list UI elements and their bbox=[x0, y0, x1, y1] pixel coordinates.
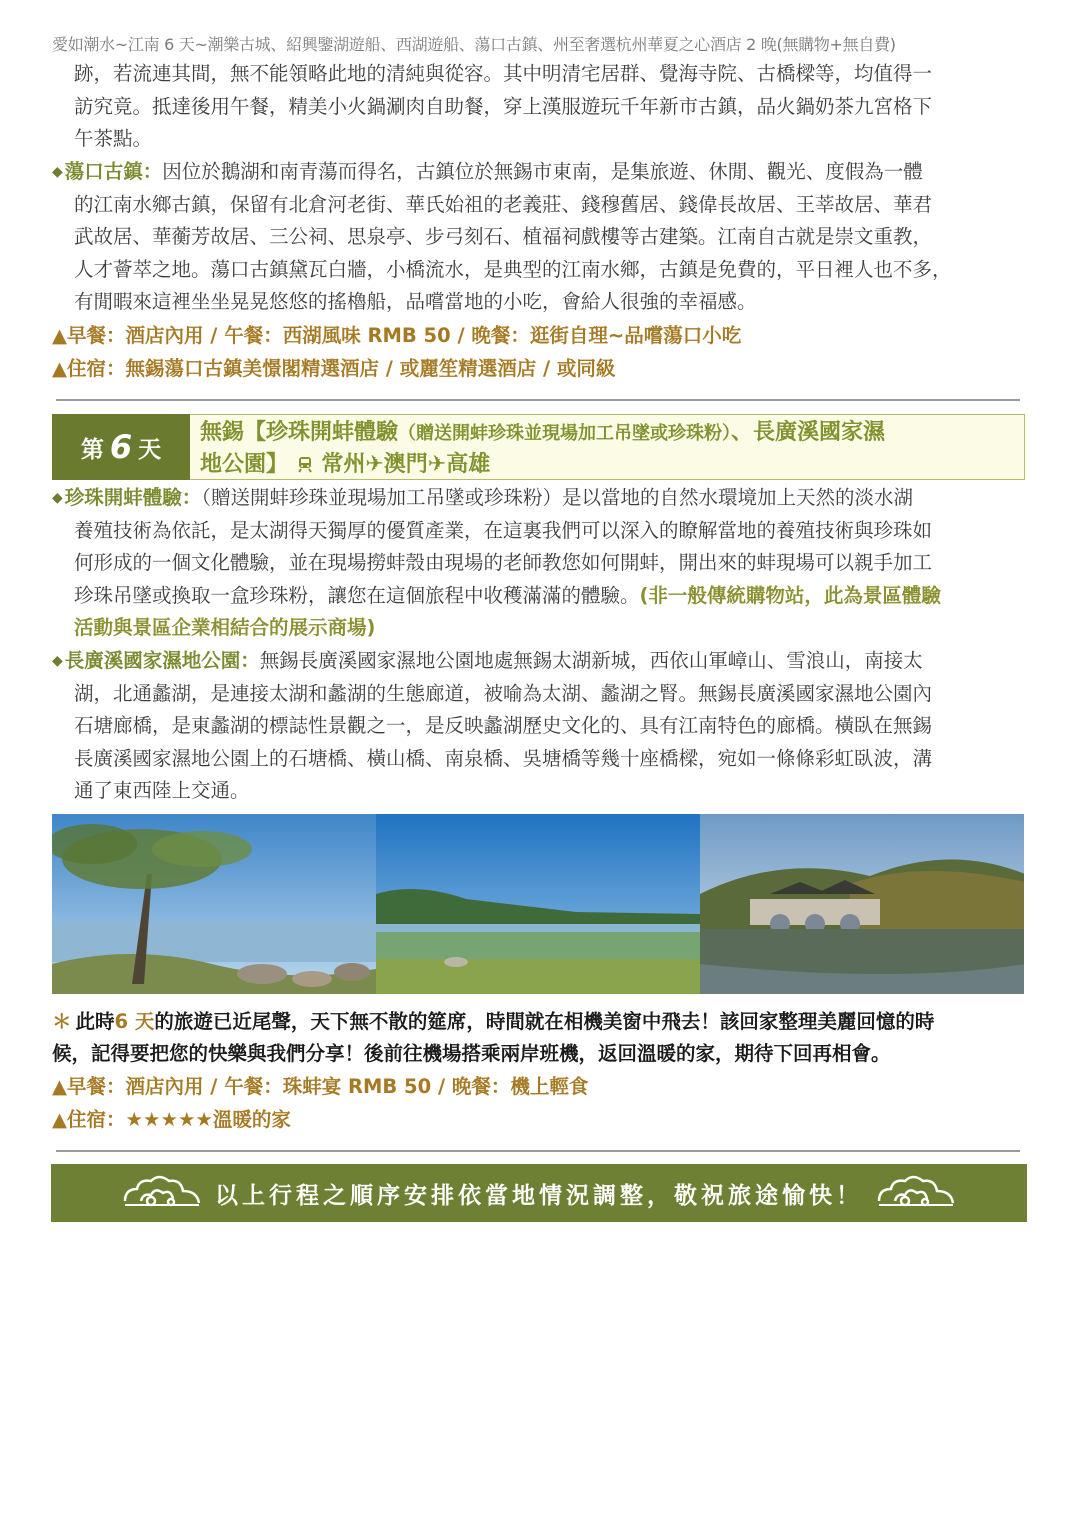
footer-text: 以上行程之順序安排依當地情況調整，敬祝旅途愉快！ bbox=[215, 1182, 863, 1209]
day-title-part: 、長廣溪國家濕 bbox=[731, 420, 886, 445]
photo-strip bbox=[52, 814, 1025, 994]
para-line: 通了東西陸上交通。 bbox=[74, 779, 250, 803]
para-line: 的江南水鄉古鎮，保留有北倉河老街、華氏始祖的老義莊、錢穆舊居、錢偉長故居、王莘故居、華君 bbox=[74, 192, 933, 216]
closing-text: 候，記得要把您的快樂與我們分享！後前往機場搭乘兩岸班機，返回溫暖的家，期待下回再相會。 bbox=[52, 1042, 891, 1065]
train-icon bbox=[296, 452, 322, 477]
hotel-info: ▲住宿：★★★★★溫暖的家 bbox=[52, 1108, 291, 1131]
closing-days: 6 天 bbox=[114, 1010, 155, 1033]
day-number: 6 bbox=[109, 428, 133, 466]
dangkou-section bbox=[52, 156, 1027, 319]
para-line: 跡，若流連其間，無不能領略此地的清純與從容。其中明清宅居群、覺海寺院、古橋樑等，均值得一 bbox=[74, 62, 933, 85]
closing-text: 此時 bbox=[75, 1010, 115, 1033]
wetland-lake-photo bbox=[376, 814, 700, 994]
diamond-bullet-icon: ◆ bbox=[52, 164, 63, 181]
pearl-note: 活動與景區企業相結合的展示商場) bbox=[74, 616, 376, 640]
divider bbox=[56, 1150, 1020, 1152]
closing-paragraph bbox=[52, 1006, 1027, 1070]
pearl-note: (非一般傳統購物站，此為景區體驗 bbox=[639, 583, 941, 607]
bridge-reflection-photo bbox=[700, 814, 1024, 994]
para-line: 訪究竟。抵達後用午餐，精美小火鍋涮肉自助餐，穿上漢服遊玩千年新市古鎮，品火鍋奶茶九宮格下 bbox=[74, 94, 933, 118]
changguang-section bbox=[52, 645, 1027, 808]
changguang-title: 長廣溪國家濕地公園： bbox=[64, 649, 260, 672]
para-line: 長廣溪國家濕地公園上的石塘橋、橫山橋、南泉橋、吳塘橋等幾十座橋樑，宛如一條條彩虹臥波，溝 bbox=[74, 746, 933, 770]
divider bbox=[56, 399, 1020, 401]
closing-text: 的旅遊已近尾聲，天下無不散的筵席，時間就在相機美窗中飛去！該回家整理美麗回憶的時 bbox=[154, 1010, 935, 1033]
asterisk-icon: ＊ bbox=[52, 1010, 72, 1033]
para-line: 人才薈萃之地。蕩口古鎮黛瓦白牆，小橋流水，是典型的江南水鄉，古鎮是免費的，平日裡人也不多， bbox=[74, 257, 952, 281]
day5-paragraph bbox=[52, 58, 1027, 156]
diamond-bullet-icon: ◆ bbox=[52, 490, 63, 507]
day-title-part: （贈送開蚌珍珠並現場加工吊墜或珍珠粉） bbox=[398, 423, 732, 444]
day-label bbox=[52, 414, 190, 480]
para-line: 湖，北通蠡湖，是連接太湖和蠡湖的生態廊道，被喻為太湖、蠡湖之腎。無錫長廣溪國家濕地公園內 bbox=[74, 681, 933, 705]
cloud-ornament-icon bbox=[875, 1171, 957, 1215]
para-line: 有閒暇來這裡坐坐晃晃悠悠的搖櫓船，品嚐當地的小吃，會給人很強的幸福感。 bbox=[74, 290, 757, 314]
footer-banner bbox=[51, 1164, 1027, 1222]
pearl-section bbox=[52, 482, 1027, 645]
diamond-bullet-icon: ◆ bbox=[52, 653, 63, 670]
day-title-part: 無錫【珍珠開蚌體驗 bbox=[200, 420, 399, 445]
para-line: 養殖技術為依託，是太湖得天獨厚的優質產業，在這裏我們可以深入的瞭解當地的養殖技術與珍珠如 bbox=[74, 518, 933, 542]
day-title-part: 地公園】 bbox=[200, 452, 289, 477]
para-line: 武故居、華蘅芳故居、三公祠、思泉亭、步弓刻石、植福祠戲樓等古建築。江南自古就是崇文重教， bbox=[74, 225, 933, 249]
hotel-info: ▲住宿：無錫蕩口古鎮美憬閣精選酒店 / 或麗笙精選酒店 / 或同級 bbox=[52, 357, 616, 380]
para-line: 何形成的一個文化體驗，並在現場撈蚌殼由現場的老師教您如何開蚌，開出來的蚌現場可以親手加工 bbox=[74, 551, 933, 575]
day-label-suffix: 天 bbox=[138, 436, 162, 463]
day-route: 常州✈澳門✈高雄 bbox=[321, 452, 491, 477]
day-title bbox=[190, 414, 1025, 480]
para-line: 石塘廊橋，是東蠡湖的標誌性景觀之一，是反映蠡湖歷史文化的、具有江南特色的廊橋。橫臥在無錫 bbox=[74, 714, 933, 738]
dangkou-title: 蕩口古鎮： bbox=[64, 160, 163, 183]
day-label-prefix: 第 bbox=[80, 436, 104, 463]
para-line: 無錫長廣溪國家濕地公園地處無錫太湖新城，西依山軍嶂山、雪浪山，南接太 bbox=[259, 649, 923, 672]
para-line: 珍珠吊墜或換取一盒珍珠粉，讓您在這個旅程中收穫滿滿的體驗。 bbox=[74, 583, 640, 607]
cloud-ornament-icon bbox=[121, 1171, 203, 1215]
pearl-title: 珍珠開蚌體驗： bbox=[64, 486, 202, 509]
meal-info: ▲早餐：酒店內用 / 午餐：西湖風味 RMB 50 / 晚餐：逛街自理~品嚐蕩口小吃 bbox=[52, 324, 742, 347]
para-line: 因位於鵝湖和南青蕩而得名，古鎮位於無錫市東南，是集旅遊、休閒、觀光、度假為一體 bbox=[162, 160, 923, 183]
lakeside-tree-photo bbox=[52, 814, 376, 994]
para-line: （贈送開蚌珍珠並現場加工吊墜或珍珠粉）是以當地的自然水環境加上天然的淡水湖 bbox=[201, 486, 914, 509]
day6-header bbox=[52, 414, 1025, 480]
meal-info: ▲早餐：酒店內用 / 午餐：珠蚌宴 RMB 50 / 晚餐：機上輕食 bbox=[52, 1075, 589, 1098]
para-line: 午茶點。 bbox=[74, 127, 153, 150]
page-header: 愛如潮水~江南 6 天~潮樂古城、紹興鑒湖遊船、西湖遊船、蕩口古鎮、州至奢選杭州華夏之心酒店 2 晚(無購物+無自費) bbox=[52, 35, 896, 54]
